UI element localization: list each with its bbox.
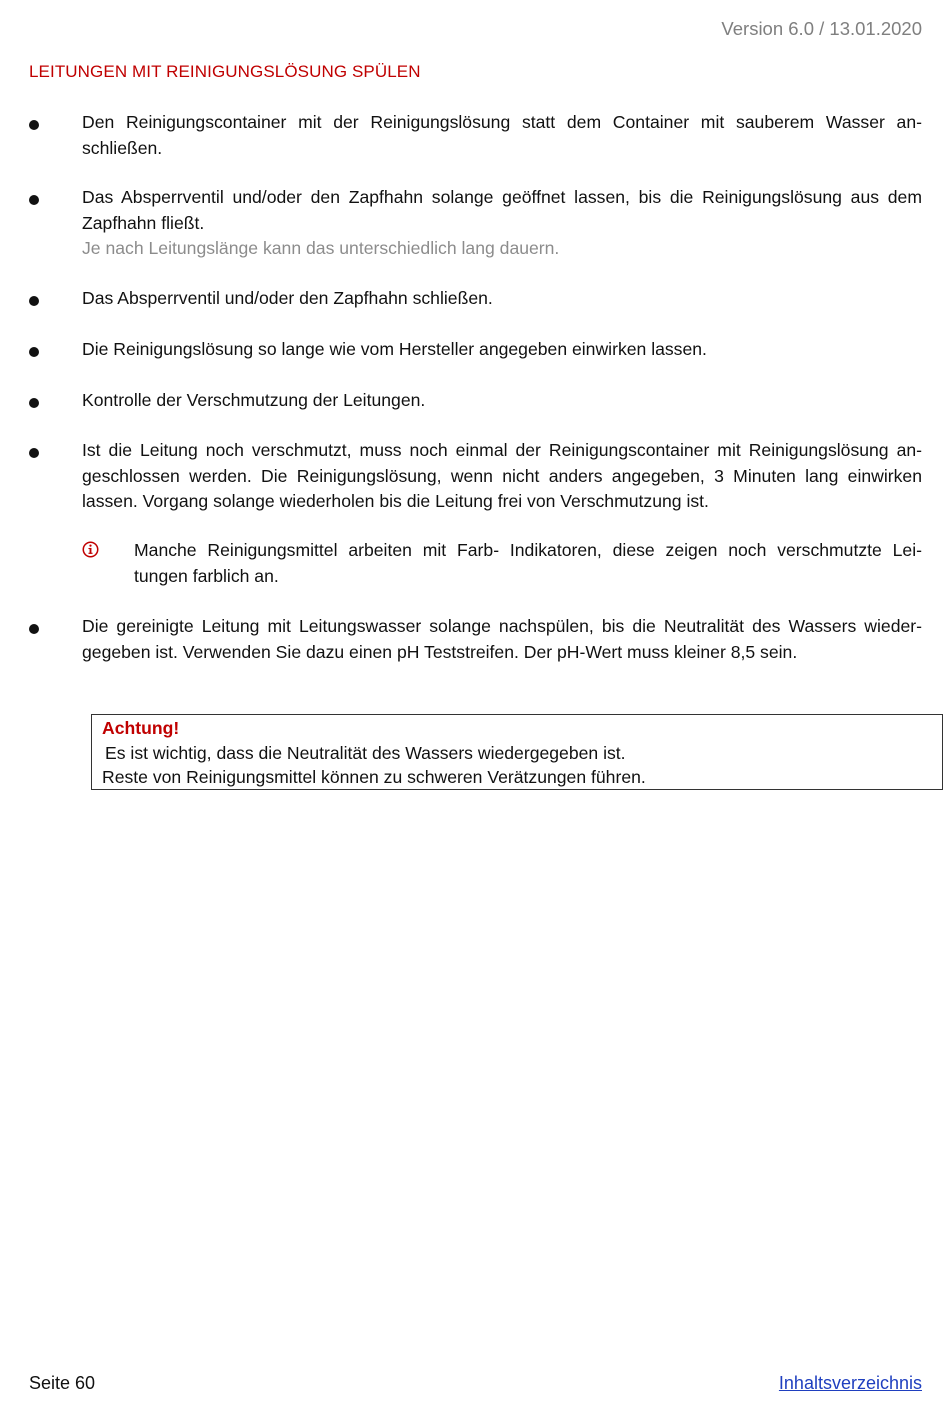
- step-note: Je nach Leitungslänge kann das unterschiedlich lang dauern.: [82, 238, 560, 258]
- warning-text: Reste von Reinigungsmittel können zu schweren Verätzungen führen.: [102, 767, 646, 787]
- page-number: Seite 60: [29, 1373, 96, 1393]
- section-heading: LEITUNGEN MIT REINIGUNGSLÖSUNG SPÜLEN: [29, 62, 421, 81]
- step-text: [82, 337, 922, 363]
- warning-title: Achtung!: [102, 718, 180, 738]
- step-line: Das Absperrventil und/oder den Zapfhahn schließen.: [82, 288, 493, 308]
- bullet-icon: [29, 120, 39, 130]
- info-line: tungen farblich an.: [134, 565, 279, 586]
- bullet-icon: [29, 624, 39, 634]
- toc-link[interactable]: Inhaltsverzeichnis: [778, 1373, 922, 1393]
- step-text: [82, 110, 922, 161]
- step-text: [82, 438, 922, 515]
- step-line: Zapfhahn fließt.: [82, 212, 205, 233]
- step-line: gegeben ist. Verwenden Sie dazu einen pH Teststreifen. Der pH-Wert muss kleiner 8,5 sein.: [82, 641, 798, 662]
- step-line: Die gereinigte Leitung mit Leitungswasser solange nachspülen, bis die Neutralität des Wassers wieder-: [82, 616, 922, 636]
- step-text: [82, 388, 922, 414]
- step-line: lassen. Vorgang solange wiederholen bis die Leitung frei von Verschmutzung ist.: [82, 491, 709, 511]
- step-line: Das Absperrventil und/oder den Zapfhahn solange geöffnet lassen, bis die Reinigungslösung aus dem: [82, 187, 922, 207]
- step-text: [82, 614, 922, 665]
- step-line: Die Reinigungslösung so lange wie vom Hersteller angegeben einwirken lassen.: [82, 339, 707, 359]
- bullet-icon: [29, 448, 39, 458]
- bullet-icon: [29, 347, 39, 357]
- step-line: Kontrolle der Verschmutzung der Leitungen.: [82, 390, 426, 410]
- info-icon: [82, 541, 99, 558]
- step-line: geschlossen werden. Die Reinigungslösung, wenn nicht anders angegeben, 3 Minuten lang einwirken: [82, 465, 922, 486]
- step-line: Den Reinigungscontainer mit der Reinigungslösung statt dem Container mit sauberem Wasser an-: [82, 112, 922, 132]
- bullet-icon: [29, 398, 39, 408]
- warning-text: Es ist wichtig, dass die Neutralität des Wassers wiedergegeben ist.: [105, 743, 626, 763]
- step-line: Ist die Leitung noch verschmutzt, muss noch einmal der Reinigungscontainer mit Reinigungslösung an-: [82, 440, 922, 460]
- info-line: Manche Reinigungsmittel arbeiten mit Farb- Indikatoren, diese zeigen noch verschmutzte Lei-: [134, 540, 922, 560]
- version-label: Version 6.0 / 13.01.2020: [721, 18, 922, 39]
- bullet-icon: [29, 296, 39, 306]
- step-text: [82, 286, 922, 312]
- step-text: [82, 185, 922, 262]
- warning-box: [91, 714, 943, 790]
- info-note: [134, 538, 922, 589]
- bullet-icon: [29, 195, 39, 205]
- step-line: schließen.: [82, 137, 163, 158]
